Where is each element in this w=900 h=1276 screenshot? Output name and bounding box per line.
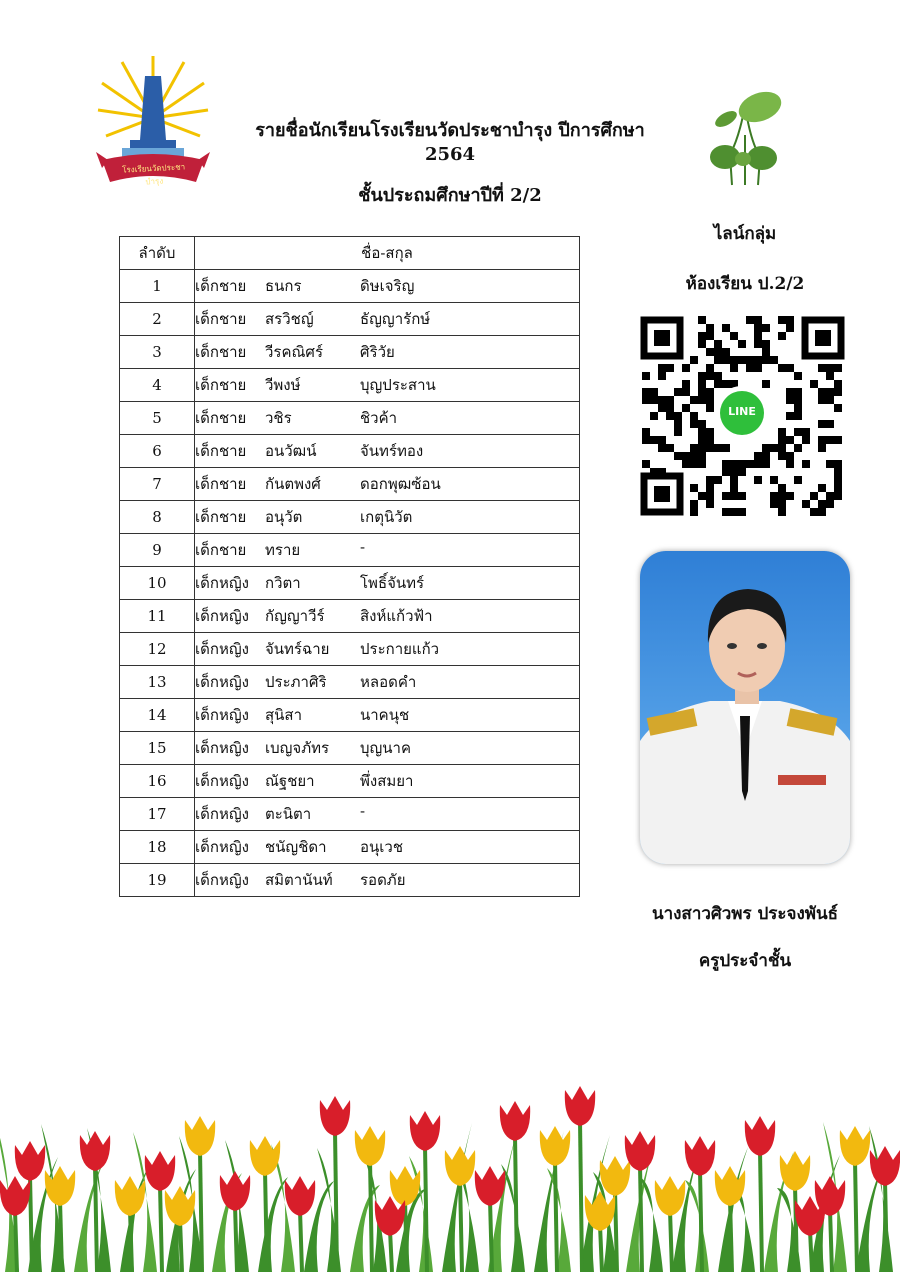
student-first-name: ตะนิตา [265,805,312,823]
line-qr-code[interactable] [640,316,845,516]
student-prefix: เด็กหญิง [195,706,249,724]
student-first-name: ชนัญชิดา [265,838,327,856]
class-subtitle: ชั้นประถมศึกษาปีที่ 2/2 [358,185,542,206]
student-first-name: สุนิสา [265,706,302,724]
student-first-name: กวิตา [265,574,301,592]
student-prefix: เด็กชาย [195,475,247,493]
row-number: 3 [120,336,195,369]
table-row [120,501,580,534]
student-last-name: ศิริวัย [360,343,395,361]
student-name-cell [195,435,580,468]
student-first-name: ณัฐชยา [265,772,315,790]
student-first-name: กันตพงศ์ [265,475,321,493]
student-name-cell [195,567,580,600]
student-last-name: อนุเวช [360,838,403,856]
table-row [120,303,580,336]
line-group-classroom: ห้องเรียน ป.2/2 [685,274,805,294]
student-first-name: ธนกร [265,277,302,295]
row-number: 18 [120,831,195,864]
student-last-name: ดอกพุฒซ้อน [360,475,441,493]
table-row [120,336,580,369]
student-name-cell [195,402,580,435]
table-row [120,369,580,402]
student-last-name: ธัญญารักษ์ [360,310,431,328]
student-last-name: สิงห์แก้วฟ้า [360,607,433,625]
teacher-name: นางสาวศิวพร ประจงพันธ์ [651,904,839,924]
student-name-cell [195,369,580,402]
row-number: 14 [120,699,195,732]
table-row [120,699,580,732]
student-prefix: เด็กชาย [195,442,247,460]
table-row [120,567,580,600]
table-row [120,765,580,798]
table-row [120,402,580,435]
student-first-name: เบญจภัทร [265,739,330,757]
row-number: 17 [120,798,195,831]
row-number: 12 [120,633,195,666]
student-first-name: วีพงษ์ [265,376,301,394]
student-name-cell [195,732,580,765]
student-prefix: เด็กหญิง [195,838,249,856]
student-last-name: นาคนุช [360,706,410,724]
student-last-name: - [360,802,366,820]
student-last-name: โพธิ์จันทร์ [360,574,425,592]
row-number: 7 [120,468,195,501]
student-last-name: บุญประสาน [360,376,436,394]
student-prefix: เด็กชาย [195,409,247,427]
student-prefix: เด็กหญิง [195,574,249,592]
student-name-cell [195,864,580,897]
student-prefix: เด็กชาย [195,310,247,328]
row-number: 1 [120,270,195,303]
student-prefix: เด็กหญิง [195,772,249,790]
student-prefix: เด็กชาย [195,376,247,394]
student-first-name: ทราย [265,541,301,559]
student-first-name: จันทร์ฉาย [265,640,330,658]
student-name-cell [195,798,580,831]
table-row [120,666,580,699]
student-prefix: เด็กชาย [195,508,247,526]
teacher-role: ครูประจำชั้น [698,951,792,971]
student-prefix: เด็กชาย [195,343,247,361]
table-row [120,435,580,468]
student-first-name: สมิตานันท์ [265,871,333,889]
student-prefix: เด็กหญิง [195,607,249,625]
school-logo [92,48,214,198]
logo-banner-text: โรงเรียนวัดประชาบำรุง [121,162,186,187]
row-number: 19 [120,864,195,897]
student-last-name: ดิษเจริญ [360,277,415,295]
student-prefix: เด็กชาย [195,541,247,559]
student-prefix: เด็กหญิง [195,871,249,889]
student-name-cell [195,765,580,798]
table-row [120,633,580,666]
row-number: 4 [120,369,195,402]
line-badge-text: LINE [728,405,756,418]
row-number: 5 [120,402,195,435]
student-name-cell [195,831,580,864]
student-roster-table [119,236,580,897]
student-first-name: สรวิชญ์ [265,310,314,328]
row-number: 2 [120,303,195,336]
student-first-name: กัญญาวีร์ [265,607,325,625]
student-last-name: บุญนาค [360,739,412,757]
student-prefix: เด็กหญิง [195,673,249,691]
student-last-name: ประกายแก้ว [360,640,440,658]
student-last-name: พึ่งสมยา [360,772,414,790]
row-number: 16 [120,765,195,798]
student-name-cell [195,468,580,501]
table-row [120,864,580,897]
row-number: 6 [120,435,195,468]
row-number: 13 [120,666,195,699]
student-first-name: ประภาศิริ [265,673,327,691]
table-row [120,831,580,864]
student-prefix: เด็กหญิง [195,739,249,757]
student-name-cell [195,270,580,303]
student-first-name: วชิร [265,409,292,427]
student-name-cell [195,501,580,534]
student-last-name: จันทร์ทอง [360,442,424,460]
student-name-cell [195,633,580,666]
column-header-name: ชื่อ-สกุล [195,237,580,270]
table-row [120,732,580,765]
table-header-row [120,237,580,270]
student-last-name: ชิวค้า [360,409,398,427]
student-name-cell [195,699,580,732]
student-name-cell [195,666,580,699]
student-prefix: เด็กหญิง [195,805,249,823]
student-last-name: หลอดคำ [360,673,417,691]
row-number: 11 [120,600,195,633]
student-first-name: อนุวัต [265,508,303,526]
table-row [120,270,580,303]
tulip-border-image [0,1060,900,1272]
table-row [120,600,580,633]
student-prefix: เด็กชาย [195,277,247,295]
student-last-name: เกตุนิวัต [360,508,413,526]
row-number: 10 [120,567,195,600]
table-row [120,468,580,501]
plant-decoration-image [700,85,790,190]
student-last-name: - [360,538,366,556]
row-number: 15 [120,732,195,765]
row-number: 9 [120,534,195,567]
student-name-cell [195,600,580,633]
student-name-cell [195,303,580,336]
table-row [120,534,580,567]
student-first-name: วีรคณิศร์ [265,343,324,361]
student-name-cell [195,336,580,369]
line-group-title: ไลน์กลุ่ม [713,224,777,244]
teacher-photo [640,551,850,864]
row-number: 8 [120,501,195,534]
column-header-number: ลำดับ [120,237,195,270]
table-row [120,798,580,831]
student-prefix: เด็กหญิง [195,640,249,658]
page-title: รายชื่อนักเรียนโรงเรียนวัดประชาบำรุง ปีการศึกษา 2564 [255,120,645,165]
student-first-name: อนวัฒน์ [265,442,317,460]
student-name-cell [195,534,580,567]
student-last-name: รอดภัย [360,871,406,889]
